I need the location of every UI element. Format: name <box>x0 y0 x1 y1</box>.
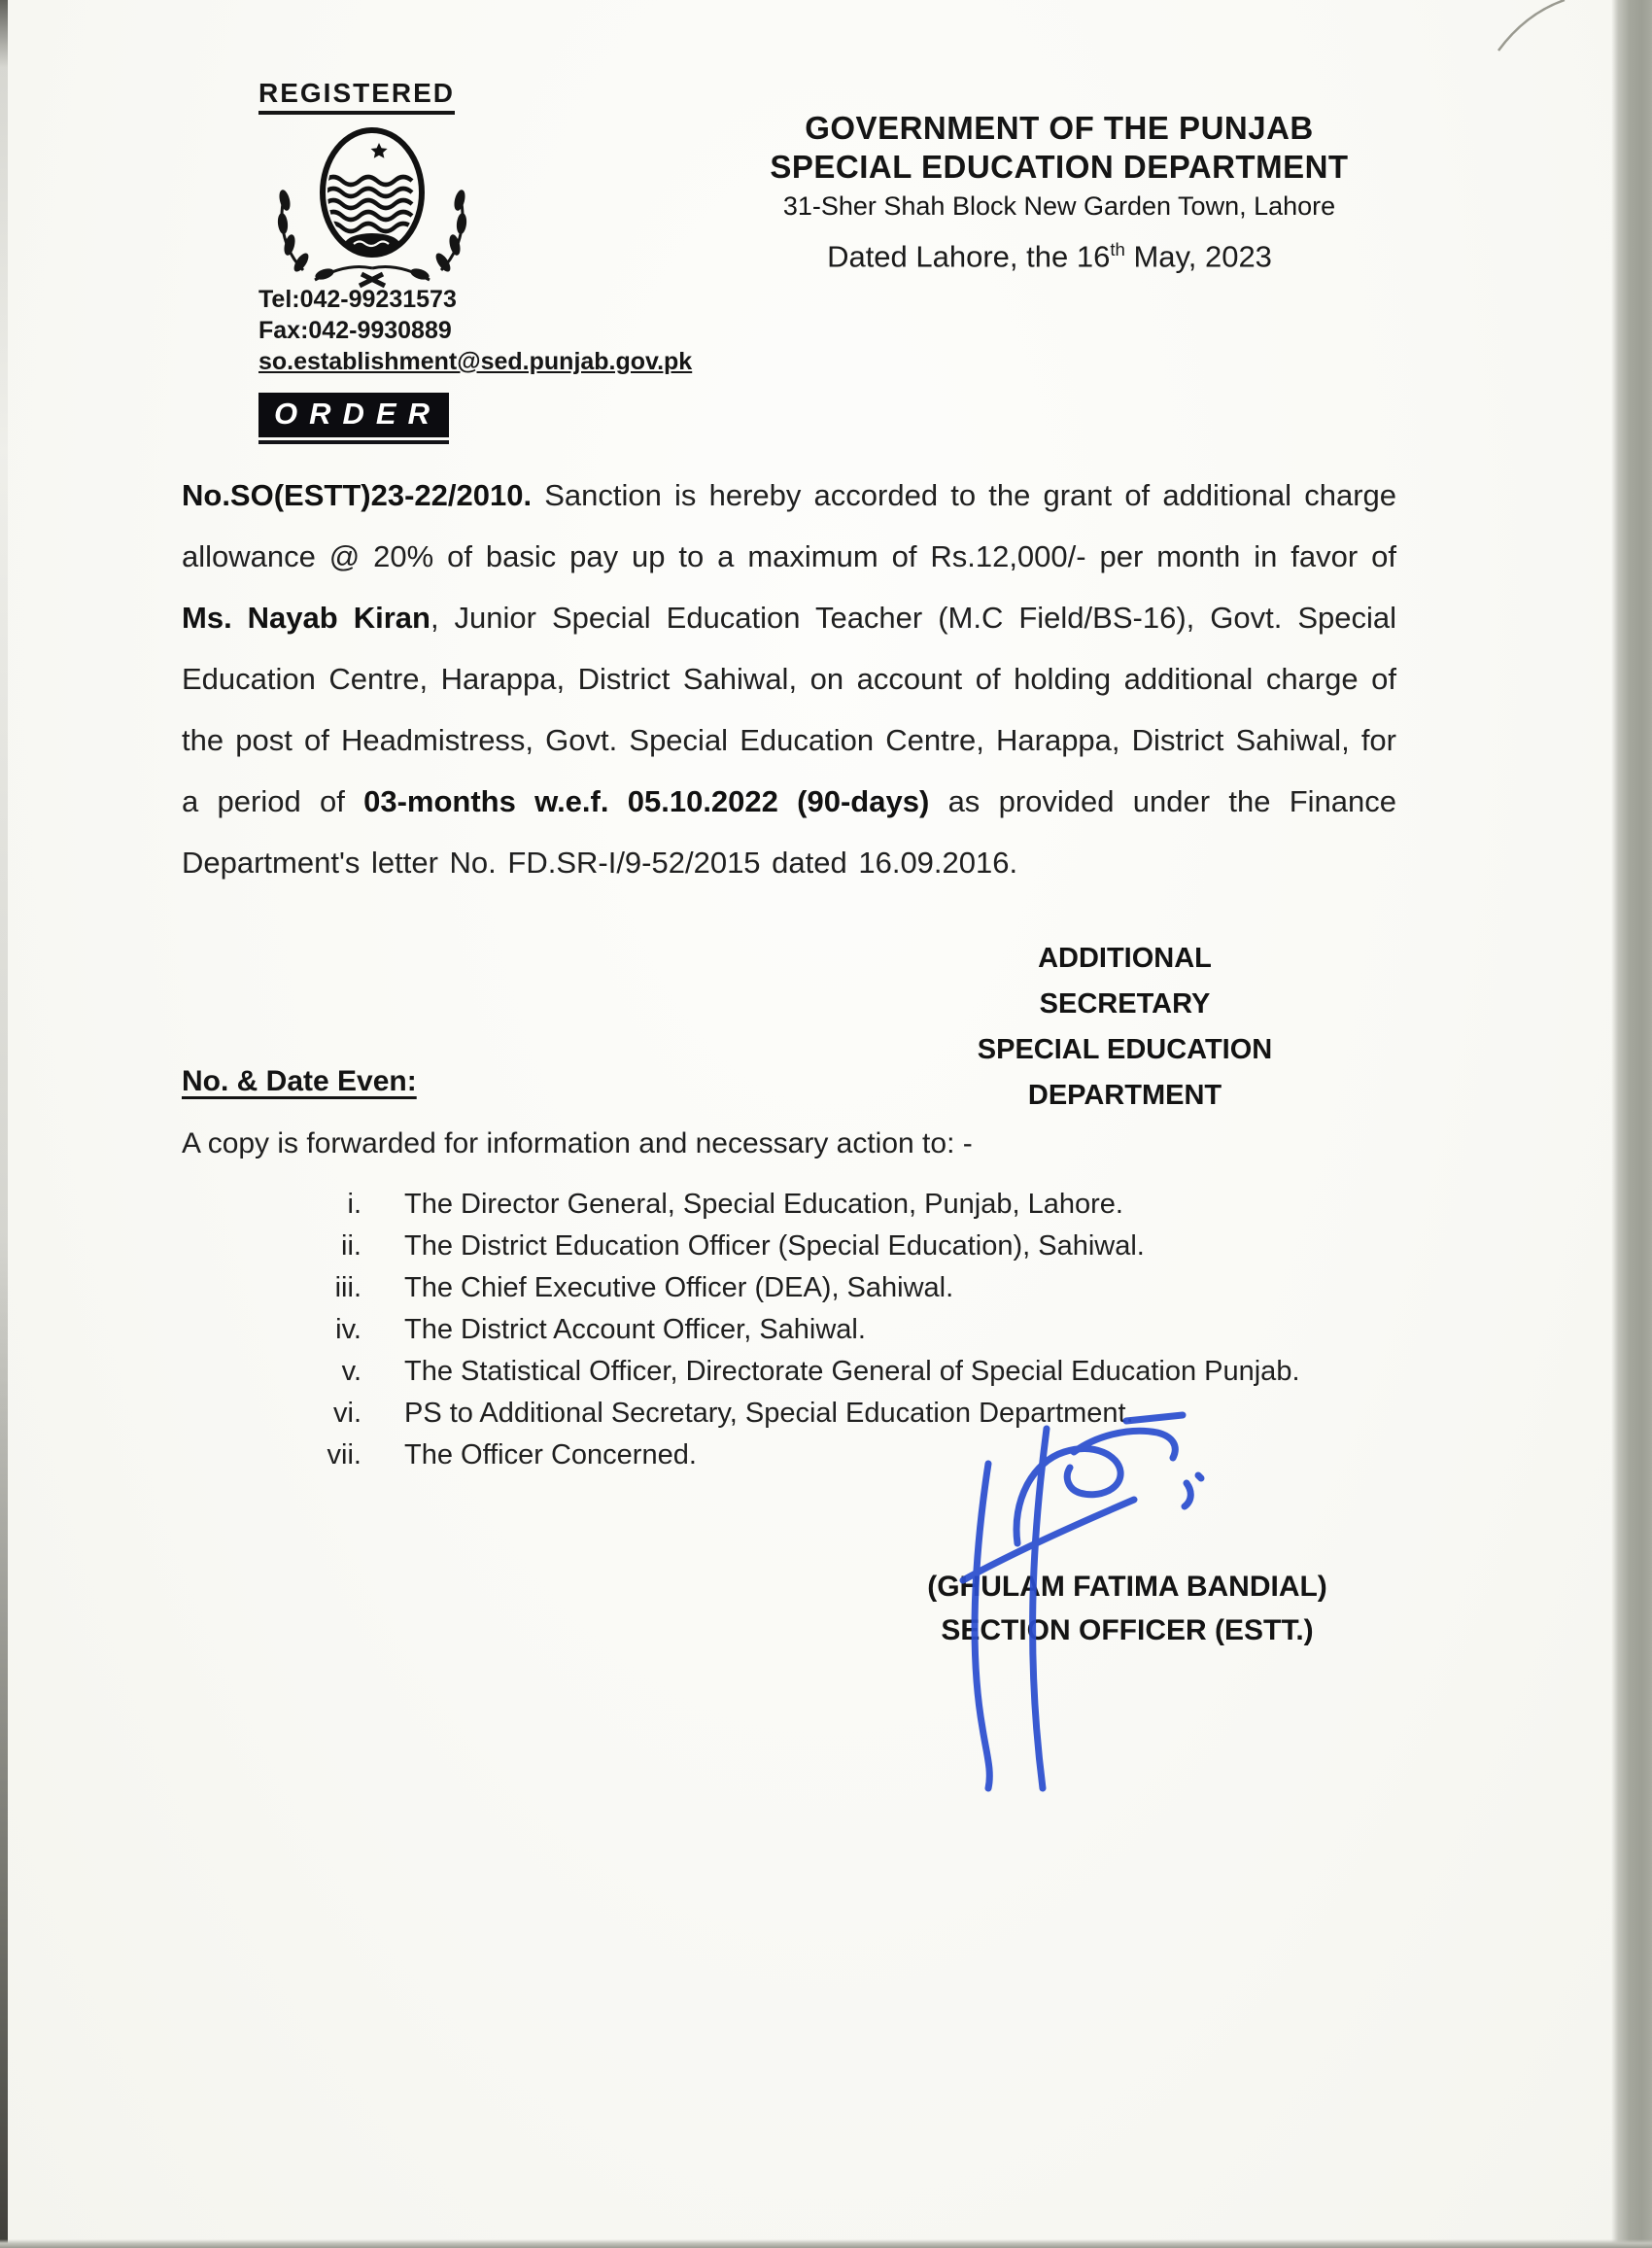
department-header <box>719 109 1399 224</box>
scan-edge-left <box>0 0 8 2248</box>
date-ordinal-suffix: th <box>1110 239 1125 259</box>
list-item: PS to Additional Secretary, Special Education Department. <box>404 1398 1134 1429</box>
fax-number: Fax:042-9930889 <box>258 317 452 344</box>
department-title: SPECIAL EDUCATION DEPARTMENT <box>770 149 1349 185</box>
order-text-segment-2: , Junior Special Education Teacher (M.C Field/BS-16), Govt. Special Education Centre, Harappa, District Sahiwal, on account of holding additional charge of the post of Headmistress, Govt. Special Education Centre, Harappa, District Sahiwal, for a period of <box>182 601 1396 818</box>
list-numeral: vi. <box>333 1398 361 1429</box>
order-body-paragraph <box>182 465 1396 893</box>
list-numeral: ii. <box>341 1230 361 1262</box>
number-and-date-heading: No. & Date Even: <box>182 1065 417 1097</box>
forwarding-statement: A copy is forwarded for information and necessary action to: - <box>182 1127 973 1159</box>
list-item: The Statistical Officer, Directorate General of Special Education Punjab. <box>404 1356 1300 1387</box>
list-item: The Director General, Special Education, Punjab, Lahore. <box>404 1189 1123 1220</box>
order-text-segment-1: Sanction is hereby accorded to the grant of additional charge allowance @ 20% of basic pay up to a maximum of Rs.12,000/- per month in favor of <box>182 478 1396 573</box>
officer-name: Ms. Nayab Kiran <box>182 601 430 635</box>
scan-edge-right <box>1611 0 1652 2248</box>
order-text-segment-3: as provided under the Finance Department's letter No. FD.SR-I/9-52/2015 dated 16.09.2016. <box>182 784 1396 880</box>
distribution-list <box>272 1184 1300 1476</box>
signatory-line-3: DEPARTMENT <box>1027 1080 1222 1111</box>
signature-name-block <box>923 1565 1331 1652</box>
list-numeral: iv. <box>335 1314 361 1345</box>
order-heading-underline <box>258 393 449 444</box>
date-suffix: May, 2023 <box>1124 239 1272 274</box>
signatory-designation-block <box>957 936 1292 1119</box>
date-line <box>807 239 1292 274</box>
signatory-title: SECTION OFFICER (ESTT.) <box>941 1614 1314 1646</box>
contact-block <box>258 284 692 377</box>
scan-hair-artifact <box>1428 0 1623 68</box>
signatory-line-2: SPECIAL EDUCATION <box>977 1034 1273 1065</box>
signatory-line-1: ADDITIONAL SECRETARY <box>1038 943 1212 1020</box>
department-address: 31-Sher Shah Block New Garden Town, Lahore <box>782 191 1336 221</box>
date-prefix: Dated Lahore, the 16 <box>827 239 1111 274</box>
email-address: so.establishment@sed.punjab.gov.pk <box>258 348 693 375</box>
list-item: The District Account Officer, Sahiwal. <box>404 1314 866 1345</box>
order-reference-number: No.SO(ESTT)23-22/2010. <box>182 478 533 512</box>
scan-edge-bottom <box>0 2239 1652 2248</box>
telephone-number: Tel:042-99231573 <box>258 286 457 313</box>
signatory-name: (GHULAM FATIMA BANDIAL) <box>927 1571 1327 1603</box>
list-item: The Chief Executive Officer (DEA), Sahiwal. <box>404 1272 954 1303</box>
charge-period: 03-months w.e.f. 05.10.2022 (90-days) <box>363 784 930 818</box>
list-numeral: vii. <box>327 1439 361 1470</box>
list-item: The Officer Concerned. <box>404 1439 697 1470</box>
order-heading: ORDER <box>258 393 449 437</box>
list-numeral: iii. <box>334 1272 361 1303</box>
government-title: GOVERNMENT OF THE PUNJAB <box>805 110 1314 146</box>
registered-label: REGISTERED <box>258 78 455 115</box>
list-numeral: v. <box>341 1356 361 1387</box>
punjab-government-emblem-logo <box>268 117 476 290</box>
list-item: The District Education Officer (Special Education), Sahiwal. <box>404 1230 1145 1262</box>
list-numeral: i. <box>347 1189 361 1220</box>
